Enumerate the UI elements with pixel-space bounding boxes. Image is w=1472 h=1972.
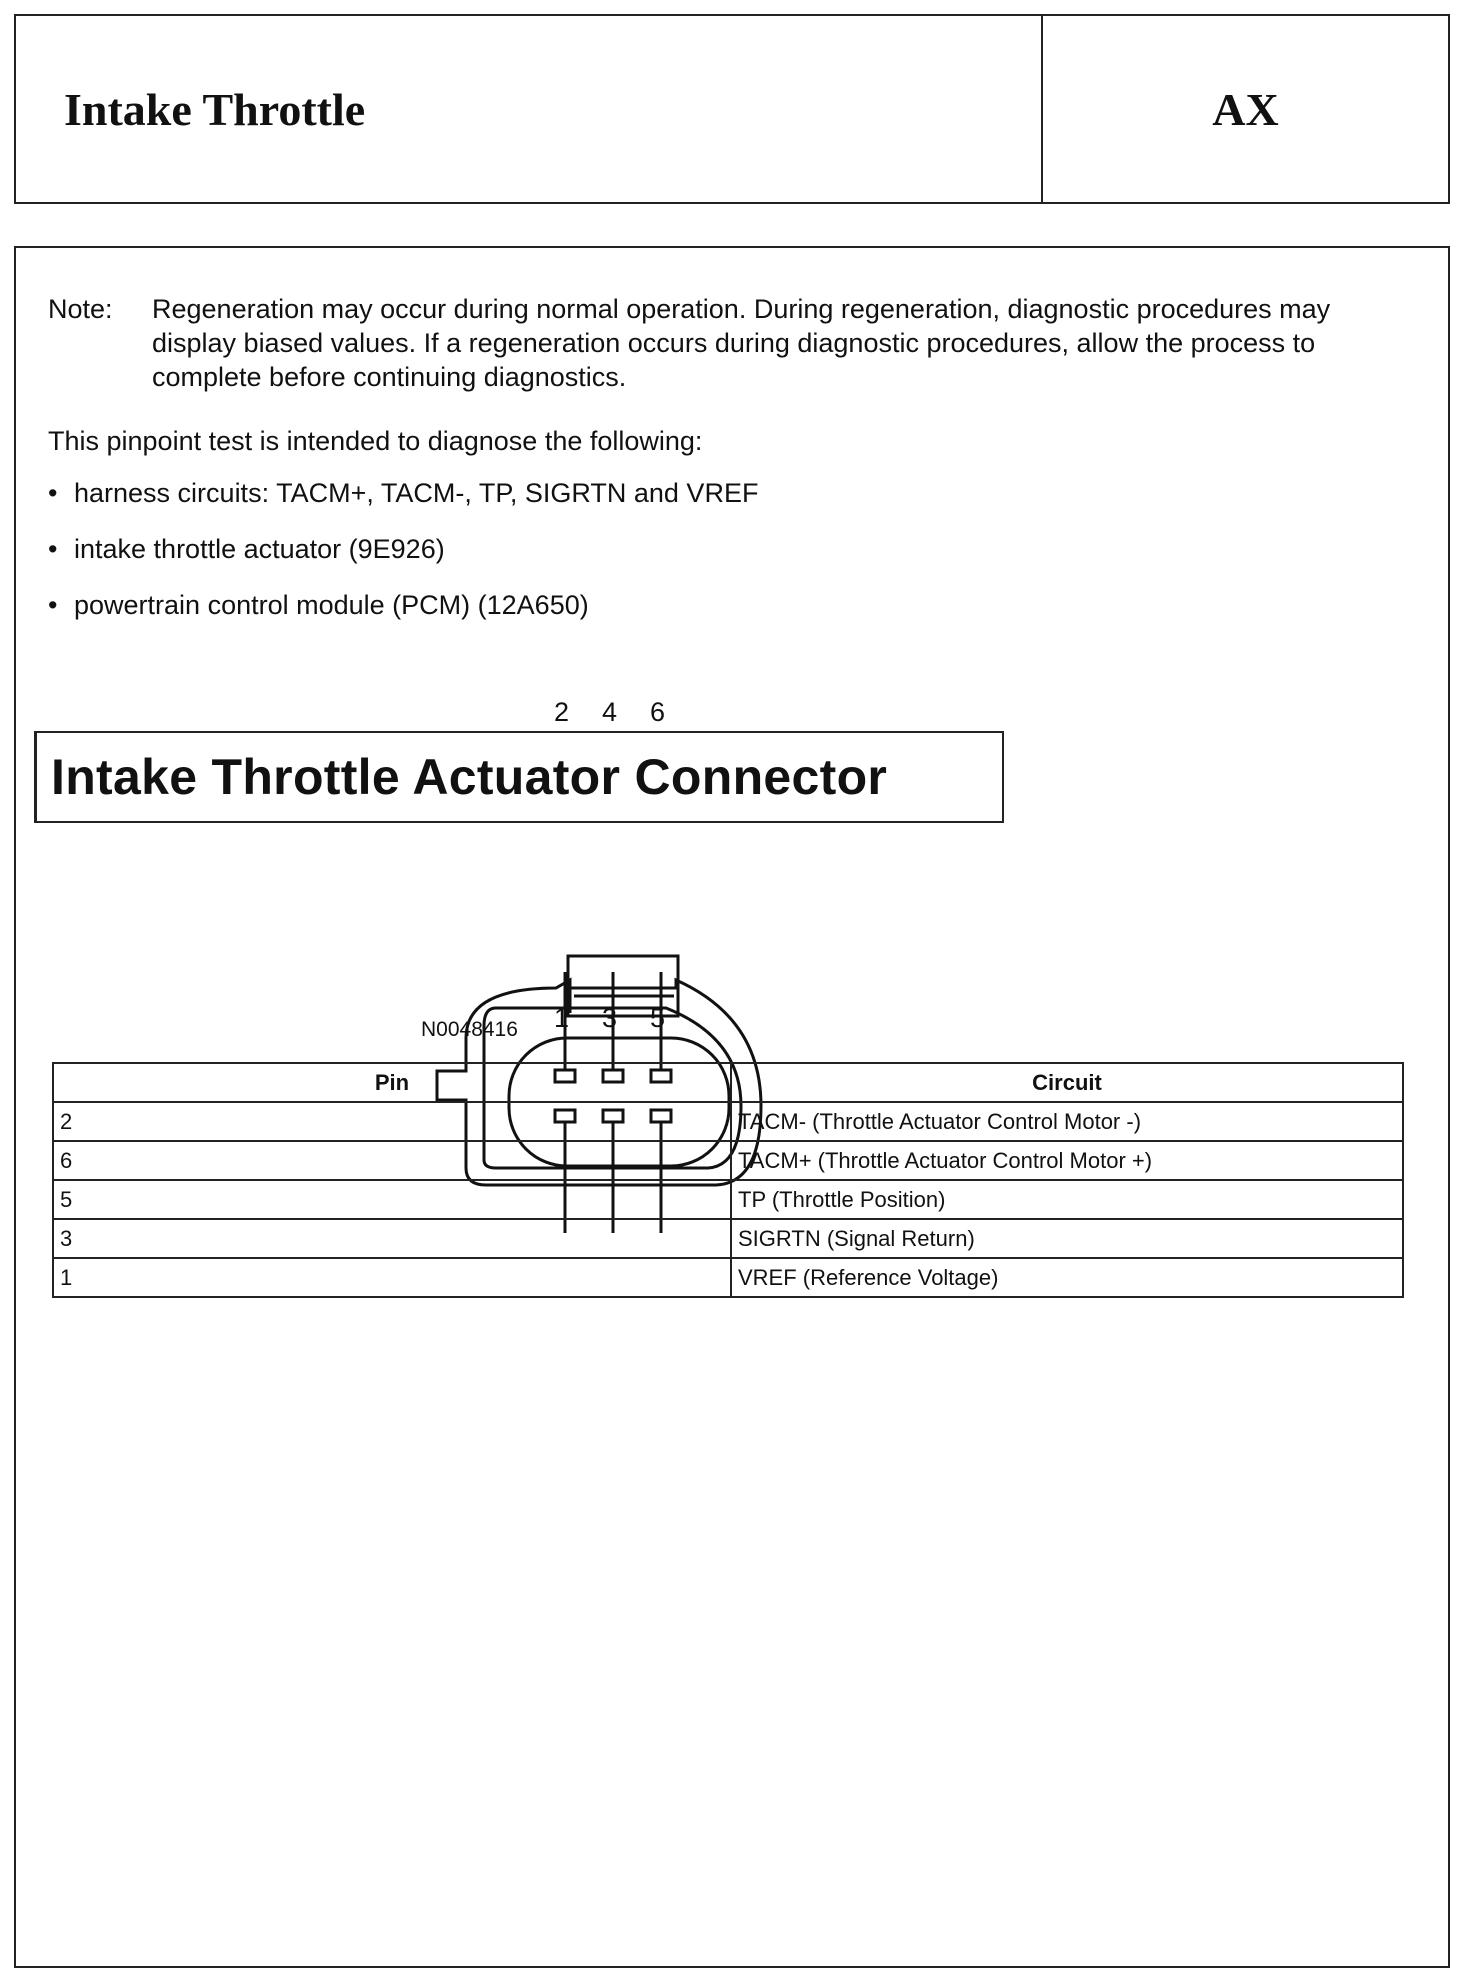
pin-label-top-2: 2 — [554, 697, 570, 727]
column-header-pin: Pin — [53, 1063, 731, 1102]
circuit-cell: SIGRTN (Signal Return) — [731, 1219, 1403, 1258]
list-item — [48, 532, 758, 588]
pin-cell: 5 — [53, 1180, 731, 1219]
table-header-row — [53, 1063, 1403, 1102]
table-row — [53, 1141, 1403, 1180]
page-title: Intake Throttle — [64, 83, 366, 135]
circuit-cell: TP (Throttle Position) — [731, 1180, 1403, 1219]
list-item-text: powertrain control module (PCM) (12A650) — [74, 590, 589, 620]
list-item-text: harness circuits: TACM+, TACM-, TP, SIGRTN and VREF — [74, 478, 759, 508]
pin-cell: 6 — [53, 1141, 731, 1180]
note-block — [48, 292, 1378, 394]
pin-cell: 2 — [53, 1102, 731, 1141]
pin-label-bottom-3: 3 — [602, 1003, 618, 1033]
pin-cell: 1 — [53, 1258, 731, 1297]
table-row — [53, 1258, 1403, 1297]
circuit-cell: TACM+ (Throttle Actuator Control Motor +) — [731, 1141, 1403, 1180]
bullet-icon: • — [48, 534, 58, 564]
intro-text: This pinpoint test is intended to diagnose the following: — [48, 426, 703, 456]
diagnose-list — [48, 476, 758, 644]
section-title: Intake Throttle Actuator Connector — [34, 731, 1004, 823]
pin-label-top-4: 4 — [602, 697, 618, 727]
list-item — [48, 588, 758, 644]
pin-label-bottom-1: 1 — [554, 1003, 570, 1033]
circuit-cell: TACM- (Throttle Actuator Control Motor -) — [731, 1102, 1403, 1141]
pin-cell: 3 — [53, 1219, 731, 1258]
figure-id: N0048416 — [421, 1018, 518, 1041]
header-code-cell — [1043, 16, 1448, 202]
column-header-circuit: Circuit — [731, 1063, 1403, 1102]
list-item — [48, 476, 758, 532]
header-title-cell — [16, 16, 1043, 202]
circuit-cell: VREF (Reference Voltage) — [731, 1258, 1403, 1297]
content-box — [14, 246, 1450, 1968]
note-label: Note: — [48, 294, 113, 324]
pin-label-top-6: 6 — [650, 697, 666, 727]
table-row — [53, 1219, 1403, 1258]
pin-label-bottom-5: 5 — [650, 1003, 666, 1033]
page-header — [14, 14, 1450, 204]
table-row — [53, 1102, 1403, 1141]
bullet-icon: • — [48, 478, 58, 508]
list-item-text: intake throttle actuator (9E926) — [74, 534, 445, 564]
pinpoint-code: AX — [1212, 83, 1279, 135]
bullet-icon: • — [48, 590, 58, 620]
note-text: Regeneration may occur during normal operation. During regeneration, diagnostic procedures may display biased values. If a regeneration occurs during diagnostic procedures, allow the process to complete before continuing diagnostics. — [152, 294, 1331, 392]
table-row — [53, 1180, 1403, 1219]
pin-circuit-table — [52, 1062, 1404, 1298]
